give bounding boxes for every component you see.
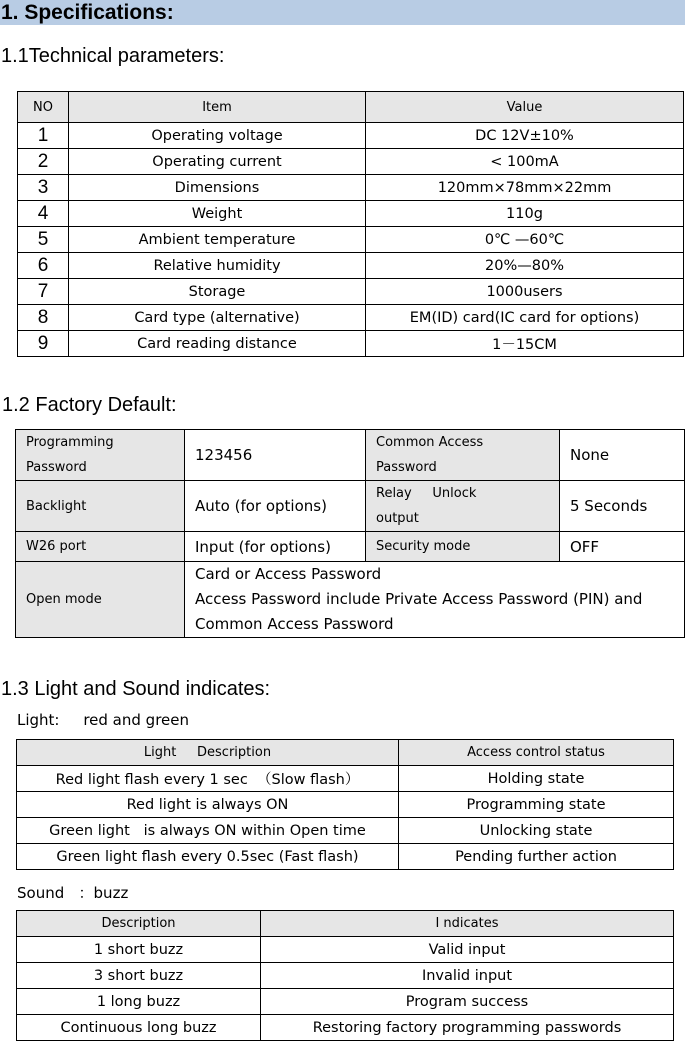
table-row [17, 818, 674, 844]
access-status: Pending further action [399, 844, 674, 870]
relay-output-value: 5 Seconds [560, 481, 685, 532]
table-row [17, 844, 674, 870]
table-row [18, 227, 684, 253]
table-row [18, 149, 684, 175]
param-item: Relative humidity [69, 253, 366, 279]
param-item: Dimensions [69, 175, 366, 201]
tech-params-title: 1.1Technical parameters: [1, 45, 225, 67]
table-row [17, 989, 674, 1015]
sound-meaning: Restoring factory programming passwords [261, 1015, 674, 1041]
param-item: Operating voltage [69, 123, 366, 149]
param-value: 1－15CM [366, 331, 684, 357]
light-description: Red light flash every 1 sec （Slow flash） [17, 766, 399, 792]
label-line: output [376, 511, 419, 526]
section-title: 1. Specifications: [0, 0, 685, 25]
param-item: Card type (alternative) [69, 305, 366, 331]
sound-description: 1 long buzz [17, 989, 261, 1015]
access-status: Programming state [399, 792, 674, 818]
row-number: 6 [18, 253, 69, 279]
row-number: 8 [18, 305, 69, 331]
table-row [17, 1015, 674, 1041]
row-number: 1 [18, 123, 69, 149]
sound-label: Sound ：buzz [17, 884, 129, 902]
open-mode-line: Access Password include Private Access Password (PIN) and [195, 590, 643, 608]
param-item: Weight [69, 201, 366, 227]
row-number: 3 [18, 175, 69, 201]
relay-output-label [366, 481, 560, 532]
open-mode-label: Open mode [16, 562, 185, 638]
label-line: Programming [26, 435, 114, 450]
w26-port-label: W26 port [16, 532, 185, 562]
column-header-access-status: Access control status [399, 740, 674, 766]
light-description: Green light is always ON within Open time [17, 818, 399, 844]
sound-table [16, 910, 674, 1041]
param-item: Operating current [69, 149, 366, 175]
table-row [16, 430, 685, 481]
row-number: 4 [18, 201, 69, 227]
param-item: Card reading distance [69, 331, 366, 357]
table-header-row [17, 740, 674, 766]
access-status: Holding state [399, 766, 674, 792]
param-value: < 100mA [366, 149, 684, 175]
sound-description: 1 short buzz [17, 937, 261, 963]
table-row [18, 305, 684, 331]
tech-params-table [17, 91, 684, 357]
open-mode-value [185, 562, 685, 638]
backlight-label: Backlight [16, 481, 185, 532]
param-value: 110g [366, 201, 684, 227]
column-header-indicates: I ndicates [261, 911, 674, 937]
param-item: Storage [69, 279, 366, 305]
param-value: 120mm×78mm×22mm [366, 175, 684, 201]
sound-meaning: Program success [261, 989, 674, 1015]
common-password-value: None [560, 430, 685, 481]
light-description: Green light flash every 0.5sec (Fast flash) [17, 844, 399, 870]
param-item: Ambient temperature [69, 227, 366, 253]
security-mode-label: Security mode [366, 532, 560, 562]
param-value: 1000users [366, 279, 684, 305]
table-row [16, 481, 685, 532]
column-header-light-description: Light Description [17, 740, 399, 766]
table-row [18, 279, 684, 305]
programming-password-label [16, 430, 185, 481]
label-line: Password [26, 460, 87, 475]
table-row [17, 766, 674, 792]
column-header-no: NO [18, 92, 69, 123]
indicates-title: 1.3 Light and Sound indicates: [1, 678, 271, 700]
label-line: Password [376, 460, 437, 475]
security-mode-value: OFF [560, 532, 685, 562]
row-number: 2 [18, 149, 69, 175]
table-row [18, 175, 684, 201]
table-row [17, 792, 674, 818]
access-status: Unlocking state [399, 818, 674, 844]
light-table [16, 739, 674, 870]
table-row [16, 562, 685, 638]
row-number: 9 [18, 331, 69, 357]
row-number: 5 [18, 227, 69, 253]
factory-default-title: 1.2 Factory Default: [2, 394, 177, 416]
backlight-value: Auto (for options) [185, 481, 366, 532]
table-row [18, 201, 684, 227]
table-row [16, 532, 685, 562]
column-header-value: Value [366, 92, 684, 123]
sound-description: 3 short buzz [17, 963, 261, 989]
open-mode-line: Common Access Password [195, 615, 394, 633]
table-row [18, 253, 684, 279]
column-header-description: Description [17, 911, 261, 937]
sound-meaning: Valid input [261, 937, 674, 963]
param-value: DC 12V±10% [366, 123, 684, 149]
param-value: 20%—80% [366, 253, 684, 279]
table-row [18, 123, 684, 149]
factory-default-table [15, 429, 685, 638]
programming-password-value: 123456 [185, 430, 366, 481]
w26-port-value: Input (for options) [185, 532, 366, 562]
common-password-label [366, 430, 560, 481]
sound-meaning: Invalid input [261, 963, 674, 989]
open-mode-line: Card or Access Password [195, 565, 382, 583]
table-row [18, 331, 684, 357]
table-header-row [18, 92, 684, 123]
label-line: Relay Unlock [376, 486, 477, 501]
param-value: 0℃ —60℃ [366, 227, 684, 253]
table-row [17, 937, 674, 963]
label-line: Common Access [376, 435, 484, 450]
row-number: 7 [18, 279, 69, 305]
table-header-row [17, 911, 674, 937]
column-header-item: Item [69, 92, 366, 123]
light-label: Light: red and green [17, 711, 189, 729]
light-description: Red light is always ON [17, 792, 399, 818]
sound-description: Continuous long buzz [17, 1015, 261, 1041]
table-row [17, 963, 674, 989]
param-value: EM(ID) card(IC card for options) [366, 305, 684, 331]
